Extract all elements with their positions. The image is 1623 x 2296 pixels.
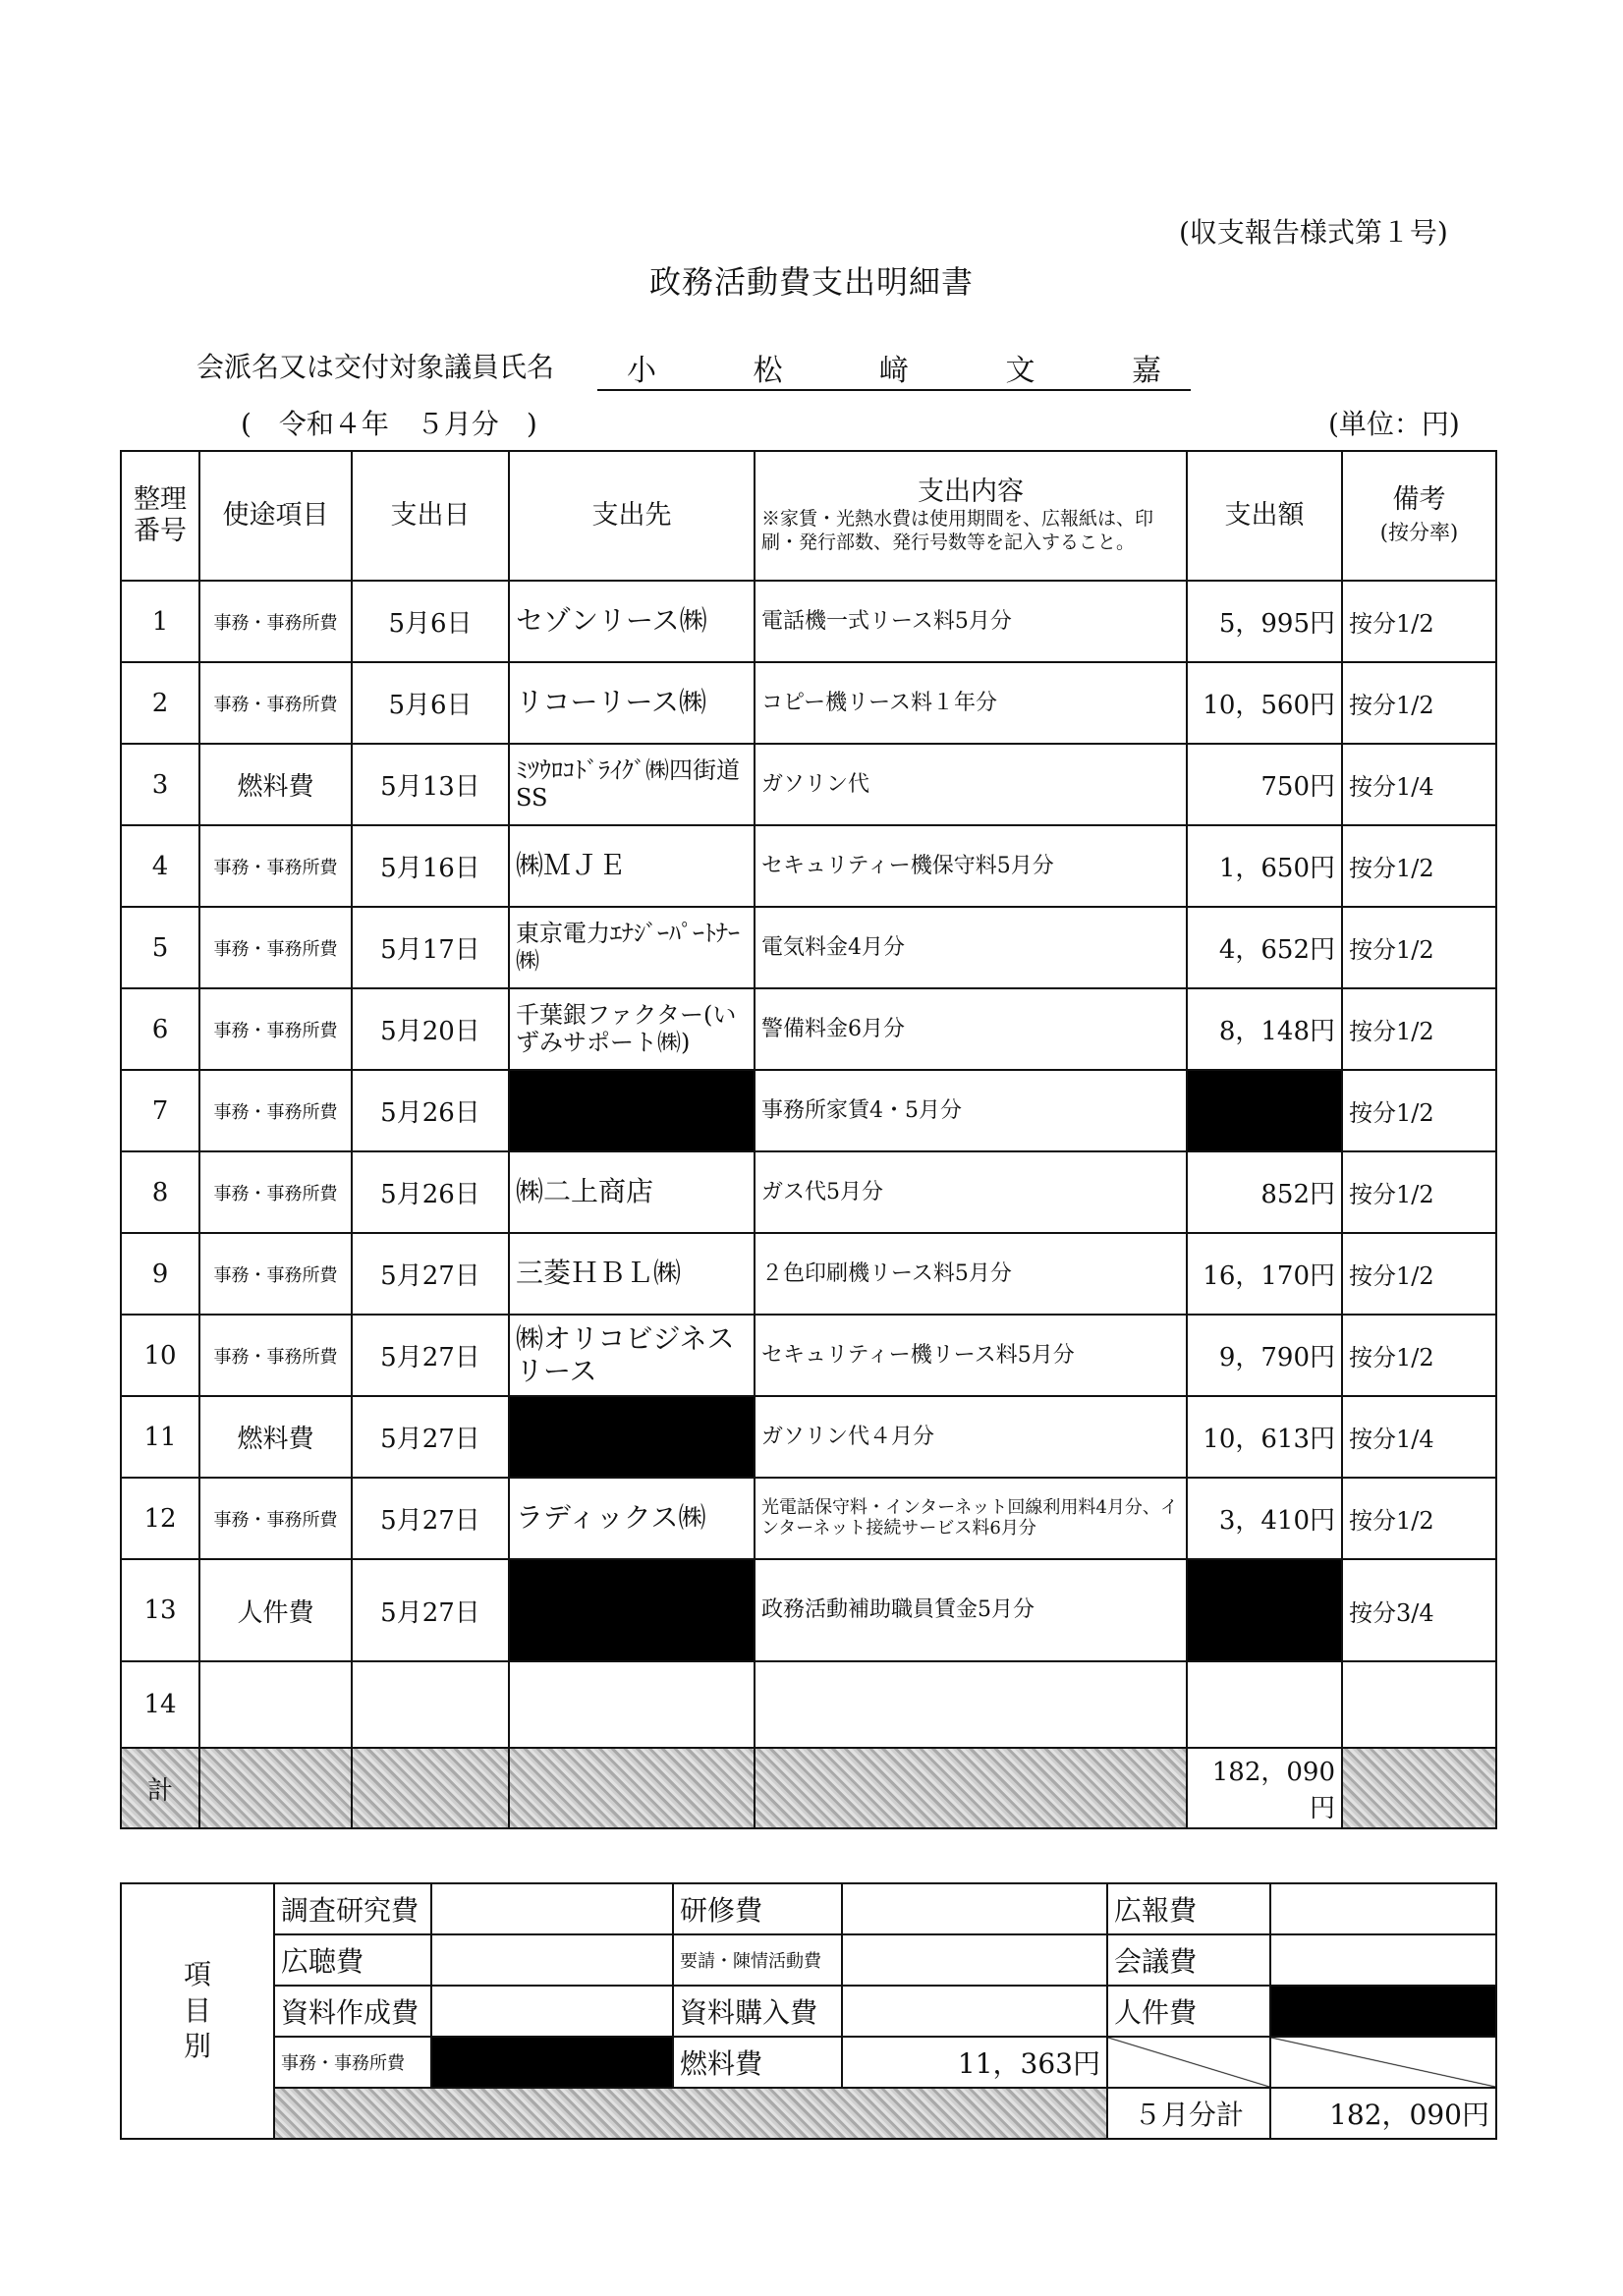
row-payee: リコーリース㈱ xyxy=(509,662,755,744)
header-payee: 支出先 xyxy=(509,451,755,581)
row-content: 電話機一式リース料5月分 xyxy=(755,581,1187,662)
value-fuel: 11，363円 xyxy=(842,2037,1107,2088)
redacted-amount xyxy=(1187,1559,1342,1661)
row-payee: セゾンリース㈱ xyxy=(509,581,755,662)
row-payee: ラディックス㈱ xyxy=(509,1478,755,1559)
row-no: 5 xyxy=(121,907,199,988)
period: ( 令和４年 ５月分 ) xyxy=(241,408,537,440)
row-no: 8 xyxy=(121,1151,199,1233)
row-no: 9 xyxy=(121,1233,199,1315)
row-date: 5月27日 xyxy=(352,1396,509,1478)
member-name-char: 小 xyxy=(627,354,656,388)
row-amount: 1，650円 xyxy=(1187,825,1342,907)
category-summary xyxy=(120,1882,1497,2140)
row-use: 事務・事務所費 xyxy=(199,988,352,1070)
row-date: 5月17日 xyxy=(352,907,509,988)
row-note: 按分1/2 xyxy=(1342,662,1496,744)
row-no: 7 xyxy=(121,1070,199,1151)
redacted-amount xyxy=(1187,1070,1342,1151)
row-note: 按分1/2 xyxy=(1342,907,1496,988)
table-row xyxy=(121,1070,1496,1151)
table-row xyxy=(121,988,1496,1070)
row-payee: ㈱ＭＪＥ xyxy=(509,825,755,907)
header-content-title: 支出内容 xyxy=(918,476,1024,508)
row-use: 人件費 xyxy=(199,1559,352,1661)
header-note-title: 備考 xyxy=(1392,483,1446,515)
row-date: 5月6日 xyxy=(352,581,509,662)
row-use: 事務・事務所費 xyxy=(199,825,352,907)
row-use: 事務・事務所費 xyxy=(199,581,352,662)
diagonal-cell xyxy=(1270,2037,1496,2088)
row-note: 按分1/2 xyxy=(1342,988,1496,1070)
row-date xyxy=(352,1661,509,1748)
value-hearing xyxy=(431,1934,673,1986)
label-materials-buy: 資料購入費 xyxy=(673,1986,842,2037)
row-payee xyxy=(509,1661,755,1748)
row-note: 按分1/2 xyxy=(1342,1315,1496,1396)
page-title: 政務活動費支出明細書 xyxy=(648,263,974,301)
table-row xyxy=(121,1151,1496,1233)
table-row xyxy=(121,581,1496,662)
table-row xyxy=(121,1396,1496,1478)
redacted-office xyxy=(431,2037,673,2088)
total-label: 計 xyxy=(121,1748,199,1828)
row-note: 按分1/2 xyxy=(1342,825,1496,907)
table-row xyxy=(121,907,1496,988)
form-number: (収支報告様式第１号) xyxy=(1179,216,1448,249)
member-name-char: 﨑 xyxy=(879,354,909,388)
row-note: 按分1/2 xyxy=(1342,1233,1496,1315)
table-row xyxy=(121,662,1496,744)
row-content: 事務所家賃4・5月分 xyxy=(755,1070,1187,1151)
row-no: 2 xyxy=(121,662,199,744)
table-row xyxy=(121,1559,1496,1661)
row-content: 光電話保守料・インターネット回線利用料4月分、インターネット接続サービス料6月分 xyxy=(755,1478,1187,1559)
row-amount: 5，995円 xyxy=(1187,581,1342,662)
row-date: 5月27日 xyxy=(352,1478,509,1559)
row-amount: 750円 xyxy=(1187,744,1342,825)
member-name-char: 嘉 xyxy=(1132,354,1161,388)
row-no: 11 xyxy=(121,1396,199,1478)
row-use: 事務・事務所費 xyxy=(199,1478,352,1559)
row-amount: 8，148円 xyxy=(1187,988,1342,1070)
row-use xyxy=(199,1661,352,1748)
row-no: 3 xyxy=(121,744,199,825)
member-name-label: 会派名又は交付対象議員氏名 xyxy=(196,351,555,383)
row-content: コピー機リース料１年分 xyxy=(755,662,1187,744)
label-training: 研修費 xyxy=(673,1883,842,1934)
row-use: 燃料費 xyxy=(199,1396,352,1478)
row-no: 1 xyxy=(121,581,199,662)
row-no: 10 xyxy=(121,1315,199,1396)
label-research: 調査研究費 xyxy=(274,1883,431,1934)
table-row xyxy=(121,825,1496,907)
label-office: 事務・事務所費 xyxy=(274,2037,431,2088)
row-content: 電気料金4月分 xyxy=(755,907,1187,988)
row-note: 按分1/4 xyxy=(1342,744,1496,825)
header-amount: 支出額 xyxy=(1187,451,1342,581)
row-note: 按分1/2 xyxy=(1342,1151,1496,1233)
member-name-char: 松 xyxy=(753,354,783,388)
summary-side-label: 項目別 xyxy=(121,1883,274,2139)
row-note: 按分1/2 xyxy=(1342,1478,1496,1559)
row-date: 5月20日 xyxy=(352,988,509,1070)
row-content: ガス代5月分 xyxy=(755,1151,1187,1233)
row-content: 警備料金6月分 xyxy=(755,988,1187,1070)
shaded-cell xyxy=(1342,1748,1496,1828)
row-content: ２色印刷機リース料5月分 xyxy=(755,1233,1187,1315)
label-fuel: 燃料費 xyxy=(673,2037,842,2088)
row-date: 5月27日 xyxy=(352,1315,509,1396)
row-content: セキュリティー機リース料5月分 xyxy=(755,1315,1187,1396)
row-content: 政務活動補助職員賃金5月分 xyxy=(755,1559,1187,1661)
row-use: 事務・事務所費 xyxy=(199,907,352,988)
table-row xyxy=(121,1478,1496,1559)
row-note: 按分1/4 xyxy=(1342,1396,1496,1478)
value-meeting xyxy=(1270,1934,1496,1986)
label-hearing: 広聴費 xyxy=(274,1934,431,1986)
member-name-char: 文 xyxy=(1005,354,1035,388)
row-date: 5月6日 xyxy=(352,662,509,744)
header-use: 使途項目 xyxy=(199,451,352,581)
label-materials-make: 資料作成費 xyxy=(274,1986,431,2037)
label-personnel: 人件費 xyxy=(1107,1986,1270,2037)
row-date: 5月27日 xyxy=(352,1559,509,1661)
row-amount: 16，170円 xyxy=(1187,1233,1342,1315)
row-use: 事務・事務所費 xyxy=(199,662,352,744)
label-meeting: 会議費 xyxy=(1107,1934,1270,1986)
row-use: 事務・事務所費 xyxy=(199,1315,352,1396)
table-row xyxy=(121,1661,1496,1748)
row-note: 按分1/2 xyxy=(1342,581,1496,662)
row-amount: 3，410円 xyxy=(1187,1478,1342,1559)
row-use: 事務・事務所費 xyxy=(199,1233,352,1315)
value-materials-buy xyxy=(842,1986,1107,2037)
header-content-note: ※家賃・光熱水費は使用期間を、広報紙は、印刷・発行部数、発行号数等を記入すること。 xyxy=(761,508,1154,554)
total-amount: 182，090円 xyxy=(1187,1748,1342,1828)
label-petition: 要請・陳情活動費 xyxy=(673,1934,842,1986)
redacted-payee xyxy=(509,1070,755,1151)
header-date: 支出日 xyxy=(352,451,509,581)
total-row xyxy=(121,1748,1496,1828)
row-date: 5月13日 xyxy=(352,744,509,825)
row-content: ガソリン代４月分 xyxy=(755,1396,1187,1478)
row-date: 5月16日 xyxy=(352,825,509,907)
value-materials-make xyxy=(431,1986,673,2037)
header-no: 整理番号 xyxy=(121,451,199,581)
row-payee: ㈱オリコビジネスリース xyxy=(509,1315,755,1396)
row-payee: 三菱ＨＢＬ㈱ xyxy=(509,1233,755,1315)
value-pr xyxy=(1270,1883,1496,1934)
row-payee: 東京電力ｴﾅｼﾞｰﾊﾟｰﾄﾅｰ㈱ xyxy=(509,907,755,988)
expense-table xyxy=(120,450,1497,1829)
row-no: 13 xyxy=(121,1559,199,1661)
row-use: 事務・事務所費 xyxy=(199,1151,352,1233)
row-amount: 852円 xyxy=(1187,1151,1342,1233)
row-payee: 千葉銀ファクター(いずみサポート㈱) xyxy=(509,988,755,1070)
row-content xyxy=(755,1661,1187,1748)
header-note xyxy=(1342,451,1496,581)
shaded-cell xyxy=(352,1748,509,1828)
value-research xyxy=(431,1883,673,1934)
table-row xyxy=(121,1233,1496,1315)
value-petition xyxy=(842,1934,1107,1986)
redacted-payee xyxy=(509,1559,755,1661)
table-row xyxy=(121,744,1496,825)
row-content: ガソリン代 xyxy=(755,744,1187,825)
row-no: 12 xyxy=(121,1478,199,1559)
row-date: 5月26日 xyxy=(352,1151,509,1233)
row-use: 燃料費 xyxy=(199,744,352,825)
month-total: 182，090円 xyxy=(1270,2088,1496,2139)
row-payee: ㈱二上商店 xyxy=(509,1151,755,1233)
value-training xyxy=(842,1883,1107,1934)
header-note-sub: (按分率) xyxy=(1379,521,1459,544)
redacted-payee xyxy=(509,1396,755,1478)
diagonal-cell xyxy=(1107,2037,1270,2088)
row-note xyxy=(1342,1661,1496,1748)
row-use: 事務・事務所費 xyxy=(199,1070,352,1151)
table-row xyxy=(121,1315,1496,1396)
header-content xyxy=(755,451,1187,581)
member-name xyxy=(597,346,1191,391)
row-date: 5月26日 xyxy=(352,1070,509,1151)
shaded-cell xyxy=(274,2088,1107,2139)
row-note: 按分1/2 xyxy=(1342,1070,1496,1151)
label-pr: 広報費 xyxy=(1107,1883,1270,1934)
unit-label: (単位：円) xyxy=(1328,408,1460,440)
row-date: 5月27日 xyxy=(352,1233,509,1315)
month-total-label: ５月分計 xyxy=(1107,2088,1270,2139)
row-content: セキュリティー機保守料5月分 xyxy=(755,825,1187,907)
shaded-cell xyxy=(509,1748,755,1828)
row-note: 按分3/4 xyxy=(1342,1559,1496,1661)
row-amount: 10，560円 xyxy=(1187,662,1342,744)
row-amount xyxy=(1187,1661,1342,1748)
row-no: 6 xyxy=(121,988,199,1070)
row-amount: 10，613円 xyxy=(1187,1396,1342,1478)
shaded-cell xyxy=(199,1748,352,1828)
redacted-personnel xyxy=(1270,1986,1496,2037)
row-amount: 9，790円 xyxy=(1187,1315,1342,1396)
row-amount: 4，652円 xyxy=(1187,907,1342,988)
row-payee: ﾐﾂｳﾛｺﾄﾞﾗｲｸﾞ㈱四街道SS xyxy=(509,744,755,825)
row-no: 14 xyxy=(121,1661,199,1748)
row-no: 4 xyxy=(121,825,199,907)
shaded-cell xyxy=(755,1748,1187,1828)
